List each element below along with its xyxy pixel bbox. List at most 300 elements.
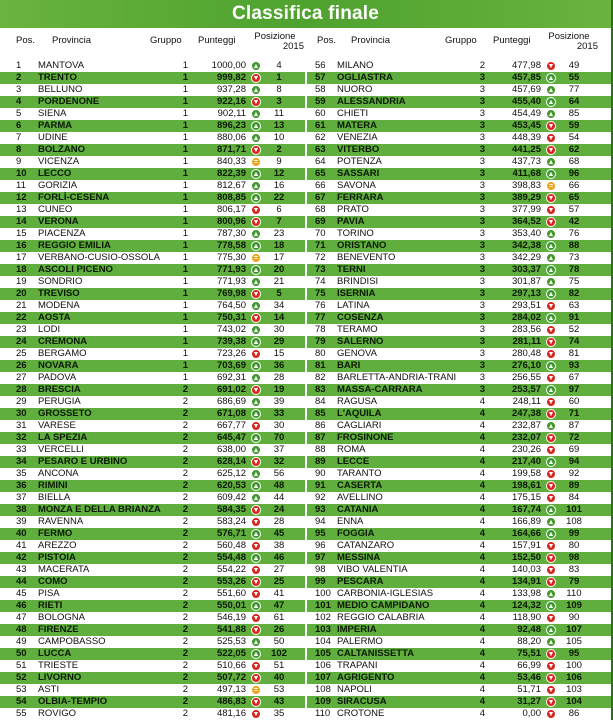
score-cell: 92,48 xyxy=(517,624,541,635)
score-cell: 787,30 xyxy=(216,228,246,239)
table-row xyxy=(307,696,613,708)
province-cell: CUNEO xyxy=(38,204,73,215)
group-cell: 1 xyxy=(182,120,188,131)
rank-cell: 79 xyxy=(315,336,326,347)
province-cell: CROTONE xyxy=(337,708,385,719)
position-2015-cell: 33 xyxy=(273,408,285,419)
table-row xyxy=(307,636,613,648)
arrow-down-icon: ▼ xyxy=(547,147,555,154)
group-cell: 1 xyxy=(182,228,188,239)
group-cell: 3 xyxy=(479,252,485,263)
arrow-down-icon: ▼ xyxy=(252,291,260,298)
group-cell: 1 xyxy=(182,240,188,251)
header-punteggi: Punteggi xyxy=(493,35,531,46)
province-cell: AOSTA xyxy=(38,312,71,323)
position-2015-cell: 37 xyxy=(273,444,285,455)
rank-cell: 110 xyxy=(315,708,331,719)
score-cell: 66,99 xyxy=(517,660,541,671)
table-row xyxy=(0,168,306,180)
table-row xyxy=(307,300,613,312)
arrow-up-icon: ▲ xyxy=(547,627,555,634)
rank-cell: 98 xyxy=(315,564,326,575)
score-cell: 454,49 xyxy=(511,108,541,119)
province-cell: PESCARA xyxy=(337,576,384,587)
arrow-down-icon: ▼ xyxy=(252,627,260,634)
position-2015-cell: 49 xyxy=(568,60,580,71)
group-cell: 1 xyxy=(182,168,188,179)
group-cell: 3 xyxy=(479,72,485,83)
arrow-up-icon: ▲ xyxy=(252,471,260,478)
table-row xyxy=(0,684,306,696)
position-2015-cell: 46 xyxy=(273,552,285,563)
province-cell: RAGUSA xyxy=(337,396,378,407)
score-cell: 230,26 xyxy=(511,444,541,455)
rank-cell: 96 xyxy=(315,540,326,551)
rank-cell: 81 xyxy=(315,360,326,371)
group-cell: 3 xyxy=(479,300,485,311)
table-row xyxy=(0,468,306,480)
rank-cell: 61 xyxy=(315,120,326,131)
rank-cell: 50 xyxy=(16,648,27,659)
group-cell: 2 xyxy=(479,60,485,71)
rank-cell: 91 xyxy=(315,480,326,491)
position-2015-cell: 74 xyxy=(568,336,580,347)
header-provincia: Provincia xyxy=(351,35,391,46)
table-row xyxy=(0,336,306,348)
table-row xyxy=(307,96,613,108)
position-2015-cell: 16 xyxy=(273,180,285,191)
province-cell: TREVISO xyxy=(38,288,80,299)
rank-cell: 33 xyxy=(16,444,27,455)
arrow-up-icon: ▲ xyxy=(252,87,260,94)
score-cell: 164,66 xyxy=(511,528,541,539)
province-cell: CARBONIA-IGLESIAS xyxy=(337,588,434,599)
arrow-down-icon: ▼ xyxy=(252,675,260,682)
province-cell: PISTOIA xyxy=(38,552,76,563)
province-cell: VIBO VALENTIA xyxy=(337,564,408,575)
rank-cell: 16 xyxy=(16,240,27,251)
score-cell: 276,10 xyxy=(511,360,541,371)
rank-cell: 92 xyxy=(315,492,326,503)
score-cell: 134,91 xyxy=(511,576,541,587)
score-cell: 560,48 xyxy=(216,540,246,551)
province-cell: BOLOGNA xyxy=(38,612,85,623)
score-cell: 522,05 xyxy=(216,648,246,659)
position-2015-cell: 34 xyxy=(273,300,285,311)
position-2015-cell: 23 xyxy=(273,228,285,239)
group-cell: 1 xyxy=(182,192,188,203)
position-2015-cell: 52 xyxy=(568,324,580,335)
table-row xyxy=(0,84,306,96)
position-2015-cell: 84 xyxy=(568,492,580,503)
province-cell: LA SPEZIA xyxy=(38,432,88,443)
table-row xyxy=(307,660,613,672)
score-cell: 896,23 xyxy=(216,120,246,131)
position-2015-cell: 99 xyxy=(568,528,580,539)
position-2015-cell: 42 xyxy=(568,216,580,227)
table-row xyxy=(0,120,306,132)
arrow-up-icon: ▲ xyxy=(252,327,260,334)
score-cell: 232,87 xyxy=(511,420,541,431)
province-cell: LUCCA xyxy=(38,648,72,659)
position-2015-cell: 94 xyxy=(568,456,580,467)
position-2015-cell: 87 xyxy=(568,420,580,431)
group-cell: 2 xyxy=(182,636,188,647)
table-row xyxy=(307,564,613,576)
table-row xyxy=(0,564,306,576)
arrow-up-icon: ▲ xyxy=(547,603,555,610)
arrow-down-icon: ▼ xyxy=(252,567,260,574)
province-cell: CASERTA xyxy=(337,480,383,491)
arrow-up-icon: ▲ xyxy=(252,651,260,658)
table-row xyxy=(0,408,306,420)
province-cell: CATANIA xyxy=(337,504,379,515)
province-cell: PARMA xyxy=(38,120,73,131)
score-cell: 166,89 xyxy=(511,516,541,527)
group-cell: 4 xyxy=(479,648,485,659)
rank-cell: 82 xyxy=(315,372,326,383)
rank-cell: 6 xyxy=(16,120,22,131)
arrow-down-icon: ▼ xyxy=(547,663,555,670)
table-row xyxy=(0,348,306,360)
table-row xyxy=(0,540,306,552)
rank-cell: 109 xyxy=(315,696,331,707)
score-cell: 457,69 xyxy=(511,84,541,95)
position-2015-cell: 109 xyxy=(566,600,582,611)
rank-cell: 2 xyxy=(16,72,22,83)
group-cell: 3 xyxy=(479,204,485,215)
score-cell: 398,83 xyxy=(511,180,541,191)
position-2015-cell: 93 xyxy=(568,360,580,371)
position-2015-cell: 56 xyxy=(273,468,285,479)
position-2015-cell: 55 xyxy=(568,72,580,83)
rank-cell: 45 xyxy=(16,588,27,599)
rank-cell: 3 xyxy=(16,84,22,95)
table-row xyxy=(0,228,306,240)
group-cell: 4 xyxy=(479,456,485,467)
score-cell: 152,50 xyxy=(511,552,541,563)
group-cell: 1 xyxy=(182,372,188,383)
arrow-down-icon: ▼ xyxy=(547,651,555,658)
province-cell: AGRIGENTO xyxy=(337,672,395,683)
position-2015-cell: 18 xyxy=(273,240,285,251)
group-cell: 2 xyxy=(182,396,188,407)
position-2015-cell: 105 xyxy=(566,636,582,647)
table-row xyxy=(307,108,613,120)
province-cell: NAPOLI xyxy=(337,684,372,695)
rank-cell: 70 xyxy=(315,228,326,239)
rank-cell: 24 xyxy=(16,336,27,347)
score-cell: 75,51 xyxy=(517,648,541,659)
arrow-up-icon: ▲ xyxy=(252,411,260,418)
group-cell: 3 xyxy=(479,192,485,203)
position-2015-cell: 14 xyxy=(273,312,285,323)
group-cell: 4 xyxy=(479,672,485,683)
score-cell: 455,40 xyxy=(511,96,541,107)
score-cell: 551,60 xyxy=(216,588,246,599)
header-provincia: Provincia xyxy=(52,35,92,46)
table-row xyxy=(307,240,613,252)
position-2015-cell: 48 xyxy=(273,480,285,491)
score-cell: 764,50 xyxy=(216,300,246,311)
table-row xyxy=(307,360,613,372)
score-cell: 217,40 xyxy=(511,456,541,467)
position-2015-cell: 69 xyxy=(568,444,580,455)
table-row xyxy=(0,612,306,624)
province-cell: RIETI xyxy=(38,600,63,611)
header-gruppo: Gruppo xyxy=(150,35,182,46)
position-2015-cell: 91 xyxy=(568,312,580,323)
province-cell: SONDRIO xyxy=(38,276,83,287)
province-cell: PORDENONE xyxy=(38,96,100,107)
group-cell: 4 xyxy=(479,588,485,599)
arrow-down-icon: ▼ xyxy=(252,579,260,586)
province-cell: VERBANO-CUSIO-OSSOLA xyxy=(38,252,160,263)
province-cell: L'AQUILA xyxy=(337,408,382,419)
table-row xyxy=(307,612,613,624)
table-row xyxy=(307,276,613,288)
rank-cell: 20 xyxy=(16,288,27,299)
score-cell: 301,87 xyxy=(511,276,541,287)
table-row xyxy=(0,180,306,192)
score-cell: 342,29 xyxy=(511,252,541,263)
table-row xyxy=(0,576,306,588)
table-row xyxy=(307,396,613,408)
rank-cell: 52 xyxy=(16,672,27,683)
arrow-up-icon: ▲ xyxy=(547,159,555,166)
arrow-up-icon: ▲ xyxy=(547,507,555,514)
score-cell: 510,66 xyxy=(216,660,246,671)
group-cell: 3 xyxy=(479,120,485,131)
group-cell: 3 xyxy=(479,144,485,155)
position-2015-cell: 95 xyxy=(568,648,580,659)
arrow-up-icon: ▲ xyxy=(252,483,260,490)
score-cell: 628,14 xyxy=(216,456,246,467)
group-cell: 2 xyxy=(182,588,188,599)
province-cell: TRAPANI xyxy=(337,660,378,671)
province-cell: TORINO xyxy=(337,228,374,239)
province-cell: ORISTANO xyxy=(337,240,387,251)
position-2015-cell: 7 xyxy=(276,216,282,227)
province-cell: GORIZIA xyxy=(38,180,78,191)
position-2015-cell: 97 xyxy=(568,384,580,395)
rank-cell: 49 xyxy=(16,636,27,647)
position-2015-cell: 28 xyxy=(273,516,285,527)
table-row xyxy=(307,468,613,480)
arrow-down-icon: ▼ xyxy=(252,663,260,670)
group-cell: 1 xyxy=(182,72,188,83)
arrow-up-icon: ▲ xyxy=(252,399,260,406)
group-cell: 4 xyxy=(479,624,485,635)
score-cell: 703,69 xyxy=(216,360,246,371)
score-cell: 175,15 xyxy=(511,492,541,503)
arrow-down-icon: ▼ xyxy=(547,579,555,586)
group-cell: 3 xyxy=(479,360,485,371)
score-cell: 481,16 xyxy=(216,708,246,719)
rank-cell: 17 xyxy=(16,252,27,263)
score-cell: 840,33 xyxy=(216,156,246,167)
table-row xyxy=(0,708,306,720)
score-cell: 812,67 xyxy=(216,180,246,191)
rank-cell: 65 xyxy=(315,168,326,179)
arrow-down-icon: ▼ xyxy=(547,195,555,202)
province-cell: VITERBO xyxy=(337,144,380,155)
arrow-up-icon: ▲ xyxy=(547,291,555,298)
table-row xyxy=(0,360,306,372)
group-cell: 2 xyxy=(182,576,188,587)
rank-cell: 59 xyxy=(315,96,326,107)
arrow-down-icon: ▼ xyxy=(547,207,555,214)
table-row xyxy=(0,372,306,384)
position-2015-cell: 79 xyxy=(568,576,580,587)
arrow-down-icon: ▼ xyxy=(547,303,555,310)
score-cell: 53,46 xyxy=(517,672,541,683)
province-cell: BARI xyxy=(337,360,361,371)
score-cell: 284,02 xyxy=(511,312,541,323)
score-cell: 553,26 xyxy=(216,576,246,587)
score-cell: 778,58 xyxy=(216,240,246,251)
table-row xyxy=(307,60,613,72)
rank-cell: 19 xyxy=(16,276,27,287)
province-cell: UDINE xyxy=(38,132,68,143)
province-cell: REGGIO CALABRIA xyxy=(337,612,425,623)
group-cell: 3 xyxy=(479,372,485,383)
header-posizione: Posizione xyxy=(548,31,590,42)
position-2015-cell: 15 xyxy=(273,348,285,359)
table-row xyxy=(0,444,306,456)
score-cell: 31,27 xyxy=(517,696,541,707)
group-cell: 1 xyxy=(182,300,188,311)
rank-cell: 26 xyxy=(16,360,27,371)
position-2015-cell: 12 xyxy=(273,168,285,179)
province-cell: PAVIA xyxy=(337,216,365,227)
rank-cell: 55 xyxy=(16,708,27,719)
position-2015-cell: 44 xyxy=(273,492,285,503)
province-cell: SASSARI xyxy=(337,168,380,179)
province-cell: ANCONA xyxy=(38,468,79,479)
province-cell: MEDIO CAMPIDANO xyxy=(337,600,430,611)
score-cell: 550,01 xyxy=(216,600,246,611)
arrow-down-icon: ▼ xyxy=(252,615,260,622)
province-cell: NUORO xyxy=(337,84,373,95)
score-cell: 822,39 xyxy=(216,168,246,179)
group-cell: 2 xyxy=(182,696,188,707)
rank-cell: 57 xyxy=(315,72,326,83)
score-cell: 88,20 xyxy=(517,636,541,647)
table-row xyxy=(0,240,306,252)
arrow-up-icon: ▲ xyxy=(547,639,555,646)
province-cell: PERUGIA xyxy=(38,396,81,407)
table-row xyxy=(307,492,613,504)
position-2015-cell: 88 xyxy=(568,240,580,251)
table-row xyxy=(0,600,306,612)
score-cell: 124,32 xyxy=(511,600,541,611)
province-cell: RIMINI xyxy=(38,480,68,491)
score-cell: 118,90 xyxy=(512,612,541,623)
position-2015-cell: 90 xyxy=(568,612,580,623)
province-cell: VARESE xyxy=(38,420,76,431)
rank-cell: 44 xyxy=(16,576,27,587)
position-2015-cell: 54 xyxy=(568,132,580,143)
province-cell: TERNI xyxy=(337,264,366,275)
position-2015-cell: 43 xyxy=(273,696,285,707)
group-cell: 4 xyxy=(479,600,485,611)
arrow-up-icon: ▲ xyxy=(547,531,555,538)
header-posizione-2015 xyxy=(246,32,304,52)
position-2015-cell: 101 xyxy=(566,504,582,515)
table-row xyxy=(307,588,613,600)
rank-cell: 38 xyxy=(16,504,27,515)
group-cell: 3 xyxy=(479,228,485,239)
arrow-down-icon: ▼ xyxy=(252,99,260,106)
province-cell: MILANO xyxy=(337,60,374,71)
position-2015-cell: 110 xyxy=(566,588,582,599)
rank-cell: 39 xyxy=(16,516,27,527)
province-cell: VERCELLI xyxy=(38,444,84,455)
score-cell: 157,91 xyxy=(511,540,541,551)
score-cell: 497,13 xyxy=(216,684,246,695)
group-cell: 3 xyxy=(479,240,485,251)
position-2015-cell: 27 xyxy=(273,564,285,575)
position-2015-cell: 30 xyxy=(273,420,285,431)
arrow-up-icon: ▲ xyxy=(547,363,555,370)
score-cell: 297,13 xyxy=(511,288,541,299)
province-cell: LECCO xyxy=(38,168,72,179)
score-cell: 806,17 xyxy=(216,204,246,215)
rank-cell: 73 xyxy=(315,264,326,275)
province-cell: VICENZA xyxy=(38,156,80,167)
position-2015-cell: 24 xyxy=(273,504,285,515)
rank-cell: 25 xyxy=(16,348,27,359)
table-row xyxy=(0,624,306,636)
province-cell: PISA xyxy=(38,588,60,599)
arrow-down-icon: ▼ xyxy=(547,483,555,490)
table-row xyxy=(0,696,306,708)
table-row xyxy=(0,672,306,684)
province-cell: ENNA xyxy=(337,516,364,527)
equal-icon: = xyxy=(251,253,261,263)
arrow-up-icon: ▲ xyxy=(252,447,260,454)
table-row xyxy=(0,144,306,156)
arrow-down-icon: ▼ xyxy=(547,555,555,562)
score-cell: 739,38 xyxy=(216,336,246,347)
province-cell: CREMONA xyxy=(38,336,88,347)
province-cell: FERRARA xyxy=(337,192,384,203)
group-cell: 2 xyxy=(182,600,188,611)
group-cell: 1 xyxy=(182,312,188,323)
arrow-down-icon: ▼ xyxy=(252,219,260,226)
province-cell: BIELLA xyxy=(38,492,71,503)
group-cell: 2 xyxy=(182,384,188,395)
rank-cell: 27 xyxy=(16,372,27,383)
arrow-down-icon: ▼ xyxy=(252,543,260,550)
arrow-up-icon: ▲ xyxy=(252,63,260,70)
score-cell: 232,07 xyxy=(511,432,541,443)
arrow-up-icon: ▲ xyxy=(547,255,555,262)
group-cell: 1 xyxy=(182,204,188,215)
score-cell: 667,77 xyxy=(216,420,246,431)
score-cell: 353,40 xyxy=(511,228,541,239)
table-body xyxy=(0,60,306,720)
group-cell: 2 xyxy=(182,516,188,527)
group-cell: 2 xyxy=(182,480,188,491)
table-row xyxy=(307,312,613,324)
score-cell: 525,53 xyxy=(216,636,246,647)
province-cell: CHIETI xyxy=(337,108,369,119)
score-cell: 554,48 xyxy=(216,552,246,563)
position-2015-cell: 36 xyxy=(273,360,285,371)
arrow-up-icon: ▲ xyxy=(252,339,260,346)
